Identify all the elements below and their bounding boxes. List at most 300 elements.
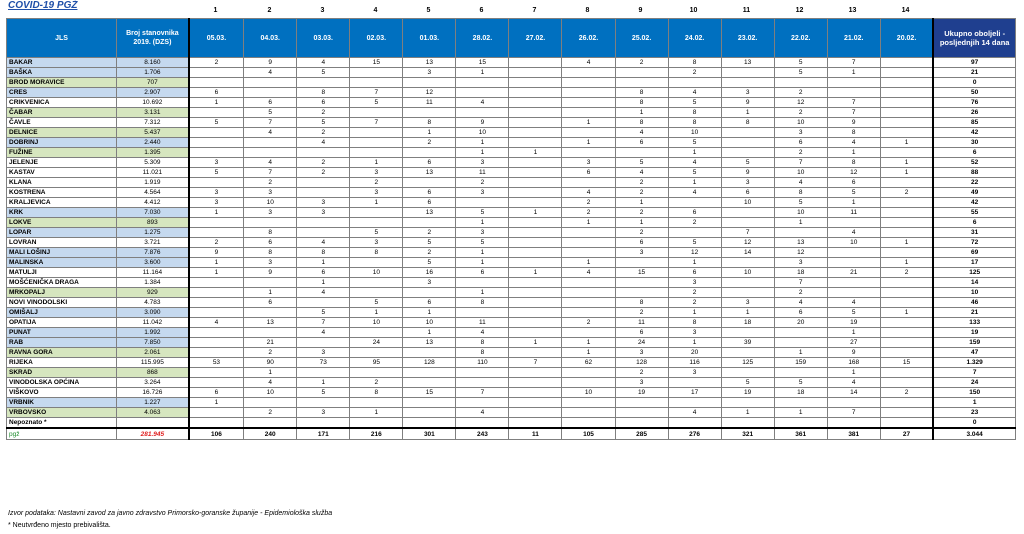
population-cell: 11.021 <box>117 168 189 178</box>
sum-case-count: 216 <box>350 428 403 440</box>
sum-case-count: 171 <box>297 428 350 440</box>
case-count-cell: 2 <box>774 88 827 98</box>
table-row <box>7 318 1016 328</box>
case-count-cell <box>880 88 933 98</box>
case-count-cell: 1 <box>350 408 403 418</box>
case-count-cell <box>827 248 880 258</box>
case-count-cell <box>509 58 562 68</box>
total-cell: 30 <box>933 138 1015 148</box>
case-count-cell <box>562 108 615 118</box>
case-count-cell: 7 <box>774 278 827 288</box>
case-count-cell <box>509 388 562 398</box>
table-row <box>7 338 1016 348</box>
population-cell: 1.384 <box>117 278 189 288</box>
municipality-name: MATULJI <box>7 268 117 278</box>
total-cell: 47 <box>933 348 1015 358</box>
sum-case-count: 361 <box>774 428 827 440</box>
case-count-cell: 9 <box>456 118 509 128</box>
table-row <box>7 228 1016 238</box>
case-count-cell: 8 <box>350 388 403 398</box>
case-count-cell <box>774 78 827 88</box>
case-count-cell: 6 <box>774 138 827 148</box>
total-cell: 6 <box>933 218 1015 228</box>
case-count-cell: 5 <box>668 238 721 248</box>
case-count-cell: 5 <box>721 378 774 388</box>
header-date: 25.02. <box>615 19 668 58</box>
table-row <box>7 158 1016 168</box>
case-count-cell: 10 <box>244 388 297 398</box>
table-row <box>7 328 1016 338</box>
total-cell: 6 <box>933 148 1015 158</box>
case-count-cell: 5 <box>774 198 827 208</box>
case-count-cell <box>721 218 774 228</box>
table-row <box>7 238 1016 248</box>
case-count-cell: 2 <box>244 348 297 358</box>
case-count-cell: 6 <box>297 268 350 278</box>
case-count-cell: 8 <box>615 98 668 108</box>
case-count-cell: 8 <box>615 88 668 98</box>
total-cell: 22 <box>933 178 1015 188</box>
case-count-cell: 10 <box>721 268 774 278</box>
case-count-cell: 1 <box>827 198 880 208</box>
case-count-cell <box>880 118 933 128</box>
case-count-cell <box>244 418 297 429</box>
case-count-cell: 3 <box>403 68 456 78</box>
case-count-cell <box>403 288 456 298</box>
case-count-cell: 2 <box>297 128 350 138</box>
case-count-cell: 15 <box>615 268 668 278</box>
case-count-cell <box>509 328 562 338</box>
case-count-cell: 39 <box>721 338 774 348</box>
case-count-cell <box>509 288 562 298</box>
case-count-cell: 20 <box>774 318 827 328</box>
case-count-cell: 1 <box>403 308 456 318</box>
case-count-cell <box>403 178 456 188</box>
case-count-cell <box>189 228 244 238</box>
case-count-cell: 1 <box>721 108 774 118</box>
case-count-cell: 1 <box>668 308 721 318</box>
case-count-cell <box>403 78 456 88</box>
total-cell: 50 <box>933 88 1015 98</box>
case-count-cell: 73 <box>297 358 350 368</box>
case-count-cell: 1 <box>615 108 668 118</box>
case-count-cell <box>668 418 721 429</box>
case-count-cell: 1 <box>189 98 244 108</box>
total-cell: 21 <box>933 308 1015 318</box>
case-count-cell <box>509 178 562 188</box>
case-count-cell <box>562 288 615 298</box>
case-count-cell <box>509 158 562 168</box>
case-count-cell <box>509 88 562 98</box>
case-count-cell: 15 <box>456 58 509 68</box>
population-cell: 1.395 <box>117 148 189 158</box>
case-count-cell: 10 <box>827 238 880 248</box>
case-count-cell: 5 <box>668 138 721 148</box>
case-count-cell: 19 <box>827 318 880 328</box>
case-count-cell <box>297 78 350 88</box>
case-count-cell: 4 <box>668 408 721 418</box>
case-count-cell: 3 <box>350 238 403 248</box>
table-row <box>7 358 1016 368</box>
case-count-cell <box>509 98 562 108</box>
municipality-name: CRIKVENICA <box>7 98 117 108</box>
case-count-cell <box>350 208 403 218</box>
case-count-cell: 4 <box>189 318 244 328</box>
footnote: * Neutvrđeno mjesto prebivališta. <box>8 522 111 529</box>
case-count-cell <box>880 108 933 118</box>
case-count-cell: 6 <box>244 238 297 248</box>
case-count-cell: 4 <box>562 188 615 198</box>
case-count-cell <box>721 258 774 268</box>
case-count-cell: 1 <box>880 238 933 248</box>
case-count-cell: 2 <box>562 318 615 328</box>
case-count-cell: 8 <box>827 128 880 138</box>
case-count-cell <box>189 218 244 228</box>
case-count-cell: 5 <box>297 388 350 398</box>
case-count-cell <box>509 138 562 148</box>
case-count-cell <box>880 198 933 208</box>
case-count-cell <box>189 288 244 298</box>
case-count-cell <box>880 278 933 288</box>
case-count-cell: 1 <box>189 258 244 268</box>
case-count-cell <box>509 128 562 138</box>
case-count-cell <box>350 348 403 358</box>
case-count-cell: 5 <box>297 308 350 318</box>
case-count-cell: 5 <box>668 168 721 178</box>
case-count-cell: 6 <box>403 158 456 168</box>
case-count-cell: 9 <box>827 348 880 358</box>
case-count-cell <box>615 258 668 268</box>
case-count-cell <box>668 378 721 388</box>
sum-case-count: 321 <box>721 428 774 440</box>
case-count-cell: 1 <box>509 148 562 158</box>
population-cell: 5.309 <box>117 158 189 168</box>
case-count-cell <box>562 398 615 408</box>
case-count-cell <box>880 328 933 338</box>
case-count-cell: 14 <box>827 388 880 398</box>
table-row <box>7 248 1016 258</box>
case-count-cell: 5 <box>189 118 244 128</box>
case-count-cell: 7 <box>350 118 403 128</box>
case-count-cell <box>509 298 562 308</box>
case-count-cell: 6 <box>615 138 668 148</box>
case-count-cell: 14 <box>721 248 774 258</box>
table-row <box>7 268 1016 278</box>
case-count-cell: 90 <box>244 358 297 368</box>
case-count-cell: 1 <box>668 258 721 268</box>
case-count-cell: 16 <box>403 268 456 278</box>
header-date: 26.02. <box>562 19 615 58</box>
total-cell: 46 <box>933 298 1015 308</box>
case-count-cell: 2 <box>880 268 933 278</box>
total-cell: 42 <box>933 198 1015 208</box>
total-cell: 24 <box>933 378 1015 388</box>
sum-case-count: 240 <box>244 428 297 440</box>
case-count-cell: 2 <box>615 308 668 318</box>
municipality-name: RIJEKA <box>7 358 117 368</box>
case-count-cell <box>350 418 403 429</box>
case-count-cell: 4 <box>297 288 350 298</box>
case-count-cell <box>562 298 615 308</box>
case-count-cell: 10 <box>721 198 774 208</box>
total-cell: 76 <box>933 98 1015 108</box>
table-row <box>7 408 1016 418</box>
population-cell: 4.783 <box>117 298 189 308</box>
case-count-cell: 9 <box>721 168 774 178</box>
population-cell: 1.227 <box>117 398 189 408</box>
case-count-cell: 12 <box>774 98 827 108</box>
case-count-cell: 5 <box>774 68 827 78</box>
case-count-cell: 3 <box>615 248 668 258</box>
case-count-cell <box>403 348 456 358</box>
case-count-cell <box>189 278 244 288</box>
population-cell <box>117 418 189 429</box>
case-count-cell: 3 <box>189 188 244 198</box>
case-count-cell: 1 <box>562 258 615 268</box>
case-count-cell: 5 <box>244 108 297 118</box>
case-count-cell: 8 <box>456 338 509 348</box>
case-count-cell: 6 <box>403 188 456 198</box>
case-count-cell <box>350 128 403 138</box>
population-cell: 7.030 <box>117 208 189 218</box>
case-count-cell: 10 <box>244 198 297 208</box>
municipality-name: BAKAR <box>7 58 117 68</box>
total-cell: 55 <box>933 208 1015 218</box>
case-count-cell: 13 <box>244 318 297 328</box>
case-count-cell: 1 <box>562 118 615 128</box>
case-count-cell: 3 <box>350 188 403 198</box>
case-count-cell: 1 <box>456 148 509 158</box>
column-number: 7 <box>532 7 537 14</box>
table-row <box>7 108 1016 118</box>
municipality-name: DELNICE <box>7 128 117 138</box>
case-count-cell <box>189 348 244 358</box>
case-count-cell: 6 <box>721 188 774 198</box>
population-cell: 11.042 <box>117 318 189 328</box>
case-count-cell: 13 <box>403 168 456 178</box>
case-count-cell: 7 <box>827 58 880 68</box>
case-count-cell: 1 <box>350 198 403 208</box>
case-count-cell <box>244 148 297 158</box>
case-count-cell <box>509 348 562 358</box>
total-cell: 19 <box>933 328 1015 338</box>
case-count-cell: 8 <box>615 118 668 128</box>
case-count-cell <box>189 138 244 148</box>
case-count-cell: 12 <box>668 248 721 258</box>
case-count-cell <box>721 148 774 158</box>
case-count-cell: 6 <box>827 178 880 188</box>
case-count-cell <box>244 328 297 338</box>
table-row <box>7 418 1016 429</box>
case-count-cell: 18 <box>774 268 827 278</box>
case-count-cell <box>721 78 774 88</box>
table-row <box>7 278 1016 288</box>
population-cell: 2.907 <box>117 88 189 98</box>
case-count-cell: 15 <box>350 58 403 68</box>
case-count-cell: 12 <box>403 88 456 98</box>
case-count-cell: 1 <box>403 128 456 138</box>
case-count-cell <box>721 128 774 138</box>
case-count-cell: 1 <box>456 258 509 268</box>
case-count-cell <box>350 368 403 378</box>
case-count-cell <box>615 78 668 88</box>
population-cell: 3.131 <box>117 108 189 118</box>
case-count-cell: 17 <box>668 388 721 398</box>
column-number: 3 <box>320 7 325 14</box>
case-count-cell: 1 <box>297 278 350 288</box>
case-count-cell: 1 <box>244 288 297 298</box>
total-cell: 72 <box>933 238 1015 248</box>
case-count-cell: 6 <box>297 98 350 108</box>
case-count-cell: 1 <box>880 308 933 318</box>
case-count-cell: 62 <box>562 358 615 368</box>
case-count-cell: 5 <box>827 188 880 198</box>
case-count-cell <box>509 248 562 258</box>
case-count-cell: 6 <box>615 238 668 248</box>
population-cell: 4.564 <box>117 188 189 198</box>
case-count-cell: 3 <box>668 368 721 378</box>
case-count-cell: 5 <box>350 298 403 308</box>
case-count-cell <box>350 78 403 88</box>
municipality-name: Nepoznato * <box>7 418 117 429</box>
case-count-cell: 3 <box>189 158 244 168</box>
municipality-name: MALINSKA <box>7 258 117 268</box>
case-count-cell <box>615 68 668 78</box>
case-count-cell <box>456 198 509 208</box>
page-title[interactable]: COVID-19 PGŽ <box>8 0 78 11</box>
header-date: 03.03. <box>297 19 350 58</box>
population-cell: 2.440 <box>117 138 189 148</box>
case-count-cell <box>297 228 350 238</box>
case-count-cell <box>456 368 509 378</box>
case-count-cell <box>880 288 933 298</box>
case-count-cell <box>880 318 933 328</box>
case-count-cell <box>880 68 933 78</box>
municipality-name: ČABAR <box>7 108 117 118</box>
total-cell: 1.329 <box>933 358 1015 368</box>
column-number: 2 <box>267 7 272 14</box>
case-count-cell: 2 <box>615 208 668 218</box>
case-count-cell: 2 <box>668 298 721 308</box>
case-count-cell: 5 <box>350 98 403 108</box>
case-count-cell: 3 <box>721 178 774 188</box>
case-count-cell: 125 <box>721 358 774 368</box>
case-count-cell: 8 <box>668 58 721 68</box>
table-row <box>7 308 1016 318</box>
municipality-name: VRBNIK <box>7 398 117 408</box>
header-total: Ukupno oboljeli - posljednjih 14 dana <box>933 19 1015 58</box>
case-count-cell: 4 <box>456 328 509 338</box>
case-count-cell: 1 <box>668 338 721 348</box>
case-count-cell: 4 <box>244 378 297 388</box>
case-count-cell: 4 <box>456 98 509 108</box>
case-count-cell <box>880 378 933 388</box>
case-count-cell: 1 <box>562 338 615 348</box>
case-count-cell <box>562 228 615 238</box>
case-count-cell: 13 <box>403 58 456 68</box>
case-count-cell: 3 <box>244 258 297 268</box>
municipality-name: ČAVLE <box>7 118 117 128</box>
case-count-cell: 1 <box>509 268 562 278</box>
case-count-cell <box>189 78 244 88</box>
case-count-cell: 8 <box>721 118 774 128</box>
header-date: 20.02. <box>880 19 933 58</box>
case-count-cell <box>509 368 562 378</box>
case-count-cell <box>615 278 668 288</box>
case-count-cell <box>562 408 615 418</box>
case-count-cell <box>827 78 880 88</box>
case-count-cell <box>721 278 774 288</box>
case-count-cell: 2 <box>350 178 403 188</box>
table-row <box>7 218 1016 228</box>
case-count-cell <box>509 238 562 248</box>
case-count-cell <box>509 228 562 238</box>
case-count-cell: 2 <box>403 228 456 238</box>
case-count-cell <box>562 78 615 88</box>
case-count-cell: 3 <box>668 278 721 288</box>
case-count-cell <box>880 78 933 88</box>
case-count-cell <box>721 68 774 78</box>
case-count-cell: 5 <box>297 68 350 78</box>
case-count-cell: 159 <box>774 358 827 368</box>
case-count-cell: 8 <box>297 88 350 98</box>
case-count-cell: 6 <box>403 298 456 308</box>
case-count-cell <box>456 398 509 408</box>
case-count-cell: 8 <box>297 248 350 258</box>
case-count-cell: 10 <box>456 128 509 138</box>
case-count-cell <box>509 78 562 88</box>
header-date: 21.02. <box>827 19 880 58</box>
municipality-name: VIŠKOVO <box>7 388 117 398</box>
case-count-cell: 3 <box>615 348 668 358</box>
case-count-cell: 1 <box>244 368 297 378</box>
case-count-cell: 10 <box>350 268 403 278</box>
case-count-cell <box>350 108 403 118</box>
case-count-cell: 3 <box>403 278 456 288</box>
case-count-cell <box>403 108 456 118</box>
case-count-cell <box>350 278 403 288</box>
case-count-cell <box>189 418 244 429</box>
case-count-cell: 19 <box>721 388 774 398</box>
case-count-cell <box>880 348 933 358</box>
column-number: 4 <box>373 7 378 14</box>
case-count-cell: 6 <box>244 298 297 308</box>
case-count-cell <box>509 68 562 78</box>
case-count-cell: 11 <box>456 168 509 178</box>
case-count-cell: 3 <box>721 88 774 98</box>
population-cell: 3.721 <box>117 238 189 248</box>
case-count-cell: 18 <box>774 388 827 398</box>
case-count-cell: 5 <box>297 118 350 128</box>
case-count-cell: 2 <box>615 188 668 198</box>
case-count-cell <box>827 258 880 268</box>
case-count-cell: 2 <box>562 208 615 218</box>
population-cell: 5.437 <box>117 128 189 138</box>
municipality-name: MRKOPALJ <box>7 288 117 298</box>
table-row <box>7 118 1016 128</box>
table-row <box>7 368 1016 378</box>
case-count-cell <box>509 188 562 198</box>
case-count-cell <box>297 298 350 308</box>
case-count-cell: 8 <box>350 248 403 258</box>
municipality-name: VRBOVSKO <box>7 408 117 418</box>
municipality-name: BROD MORAVICE <box>7 78 117 88</box>
population-cell: 3.264 <box>117 378 189 388</box>
column-number: 5 <box>426 7 431 14</box>
case-count-cell <box>721 398 774 408</box>
case-count-cell: 11 <box>827 208 880 218</box>
case-count-cell <box>189 338 244 348</box>
